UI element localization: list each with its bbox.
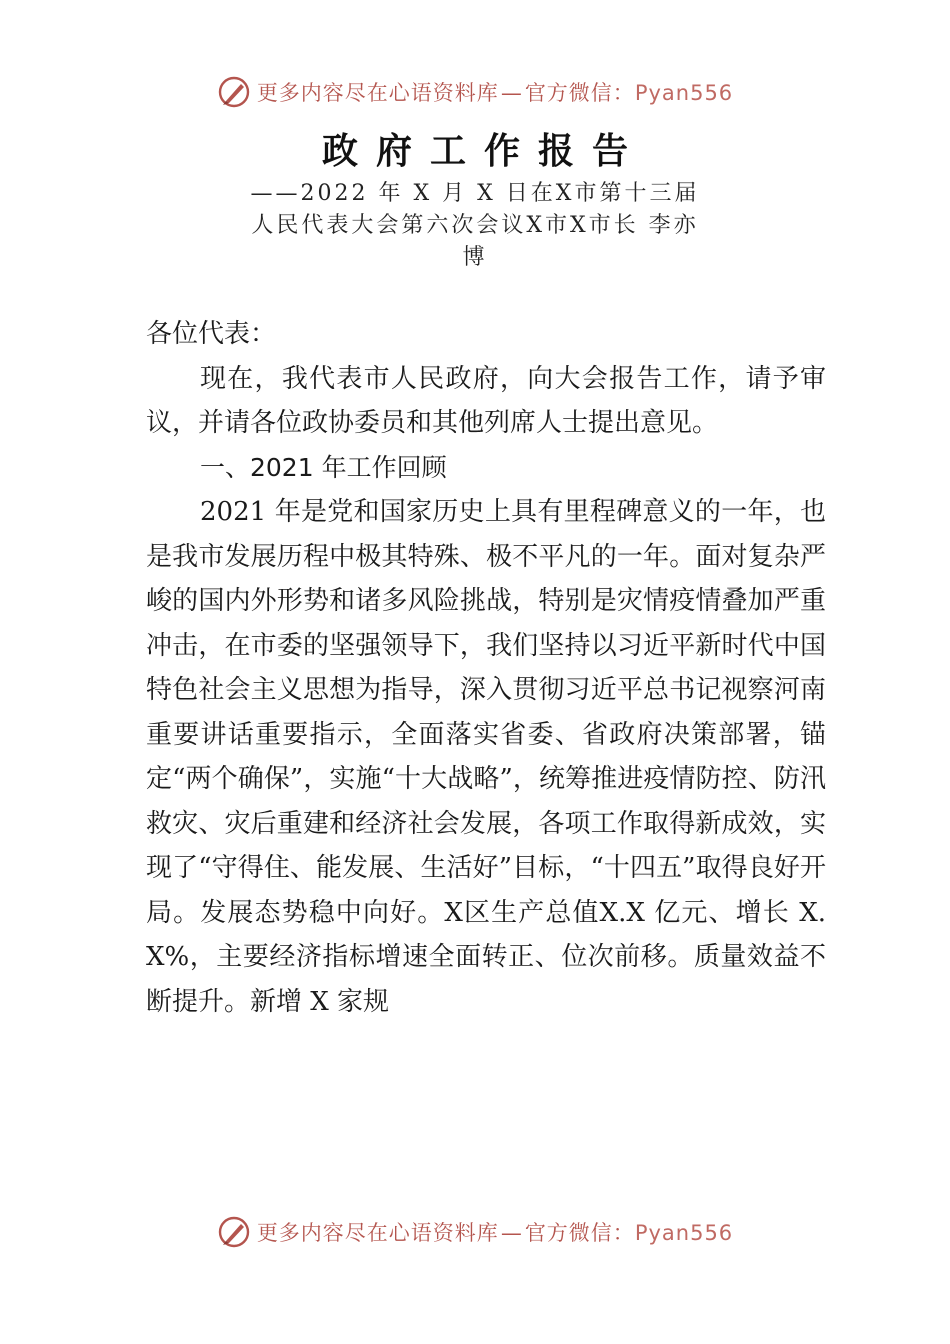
watermark-site: 更多内容尽在心语资料库 [256, 1221, 499, 1245]
footer-watermark [0, 1212, 950, 1252]
section-heading: 一、2021 年工作回顾 [200, 452, 447, 482]
watermark-dash: — [500, 1221, 523, 1245]
document-body [146, 312, 826, 1024]
watermark-dash: — [500, 81, 523, 105]
watermark-wechat-id: Pyan556 [634, 81, 734, 105]
document-title: 政府工作报告 [321, 130, 646, 172]
watermark-wechat-label: 官方微信： [524, 1221, 635, 1245]
intro-paragraph: 现在，我代表市人民政府，向大会报告工作，请予审议，并请各位政协委员和其他列席人士提出意见。 [146, 363, 826, 438]
watermark-site: 更多内容尽在心语资料库 [256, 81, 499, 105]
quill-logo-icon [217, 1215, 251, 1249]
watermark-text [257, 1217, 733, 1247]
title-block [0, 128, 950, 274]
watermark-wechat-label: 官方微信： [524, 81, 635, 105]
salutation: 各位代表： [146, 319, 277, 349]
watermark-wechat-id: Pyan556 [634, 1221, 734, 1245]
watermark-text [257, 77, 733, 107]
quill-logo-icon [217, 75, 251, 109]
document-subtitle: ——2022 年 X 月 X 日在X市第十三届人民代表大会第六次会议X市X市长 李亦博 [250, 181, 700, 270]
header-watermark [0, 72, 950, 112]
section-paragraph: 2021 年是党和国家历史上具有里程碑意义的一年，也是我市发展历程中极其特殊、极不平凡的一年。面对复杂严峻的国内外形势和诸多风险挑战，特别是灾情疫情叠加严重冲击，在市委的坚强领导下，我们坚持以习近平新时代中国特色社会主义思想为指导，深入贯彻习近平总书记视察河南重要讲话重要指示，全面落实省委、省政府决策部署，锚定“两个确保”，实施“十大战略”，统筹推进疫情防控、防汛救灾、灾后重建和经济社会发展，各项工作取得新成效，实现了“守得住、能发展、生活好”目标，“十四五”取得良好开局。发展态势稳中向好。X区生产总值X.X 亿元、增长 X.X%，主要经济指标增速全面转正、位次前移。质量效益不断提升。新增 X 家规 [146, 497, 826, 1017]
